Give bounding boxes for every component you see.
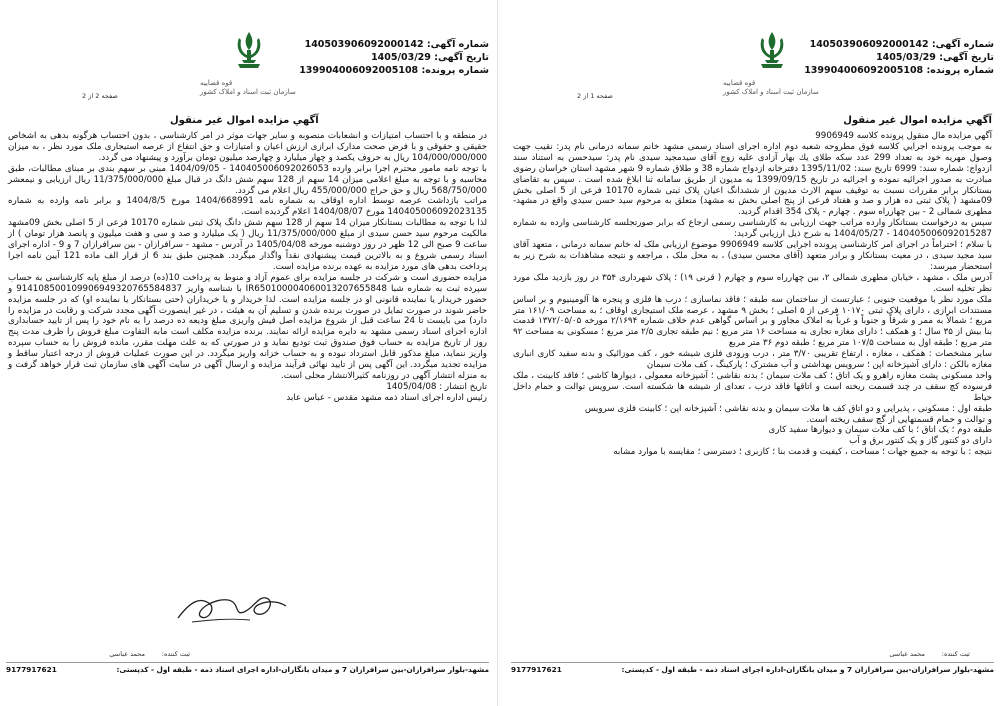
page-footer xyxy=(511,665,994,674)
paragraph: طبقه اول : مسکونی ، پذیرایی و دو اتاق کف ها ملات سیمان و بدنه نقاشی ؛ آشپزخانه اپن ؛ کابینت فلزی سرویس xyxy=(584,403,992,414)
recorder-name: محمد عباسی xyxy=(109,650,145,658)
page-header xyxy=(0,0,495,112)
footer-divider xyxy=(511,662,994,663)
paragraph: نتیجه : با توجه به جمیع جهات ؛ مساحت ، کیفیت و قدمت بنا ؛ کاربری ؛ دسترسی ؛ مقایسه با موارد مشابه xyxy=(613,447,992,458)
paragraph: آگهي مزايده مال منقول پرونده کلاسه 9906949 xyxy=(815,131,992,141)
organization-label: سازمان ثبت اسناد و املاک کشور xyxy=(723,88,819,96)
publish-date: تاریخ انتشار : 1405/04/08 xyxy=(386,381,487,392)
paragraph: لذا با توجه به مطالبات بستانکار میزان 14 سهم از 128 سهم شش دانگ پلاک ثبتی شماره 10170 فرعی از 5 اصلی بخش 09مشهد مالکیت مرحوم سید حسن سیدی از مبلغ 11/375/000/000 ریال ( یک میلیارد و صد و سی و هفت میلیون و پانصد هزار تومان ) از ساعت 9 صبح الی 12 ظهر در روز دوشنبه مورخه 1405/04/08 در آدرس - مشهد - سرافرازان - بین سرافرازان 7 و 9 - اداره اجرای اسناد رسمی شروع و به بالاترین قیمت پیشنهادی نقداً واگذار میگردد. همچنین طبق بند 6 از قرار الف ماده 121 آیین نامه اجرا پرداخت بدهی های مورد مزایده به عهده برنده مزایده است. xyxy=(8,218,488,272)
paragraph: مزایده حضوری است و شرکت در جلسه مزایده برای عموم آزاد و منوط به پرداخت 10(ده) درصد از مبلغ پایه کارشناسی به حساب سپرده ثبت به شماره شبا IR650100004060013207655848 با شناسه واریز 914108500109906949320765584837 و حضور خریدار یا نماینده قانونی او در جلسه مزایده است. لذا خریدار و یا خریداران (حتی بستانکار یا نماینده او) که در جلسه مزایده حاضر شوند در صورت تمایل در صورت برنده شدن و تسلیم آن به هیئت ، در غیر اینصورت آگهی مجدد شرکت و رقابت در مزایده را دارد) می بایست تا 24 ساعت قبل از شروع مزایده اصل فیش واریزی مبلغ ودیعه ده درصد را به نام خود را پس از تایید حسابداری اداره اجرای اسناد رسمی مشهد به دایره مزایده ارائه نمایند. برنده مزایده مکلف است مابه التفاوت مبلغ فروش را ظرف مدت پنج روز از تاریخ مزایده به حساب فوق صندوق ثبت تودیع نماید و در صورتی که به علت مهلت مقرر، مانده فروش را به حساب سپرده واریز ننماید، مبلغ مذکور قابل استرداد نبوده و به حساب خزانه واریز میگردد. در این صورت عملیات فروش از درجه اعتبار ساقط و مزایده تجدید میگردد. این آگهی پس از تایید نهائی فرآیند مزایده و ارسال آگهی در سایت آگهی های سازمان ثبت قرار خواهد گرفت و به منزله انتشار آگهی در روزنامه کثیرالانتشار محلی است. xyxy=(8,272,487,381)
page-footer xyxy=(6,665,489,674)
footer-postal-code: 9177917621 xyxy=(511,665,562,674)
judiciary-emblem-icon xyxy=(230,28,268,74)
file-number: شماره پرونده: 139904006092005108 xyxy=(299,65,489,76)
footer-divider xyxy=(6,662,489,663)
notice-number: شماره آگهی: 140503906092000142 xyxy=(809,39,994,50)
paragraph: ملک مورد نظر با موقعیت جنوبی ؛ عبارتست از ساختمان سه طبقه ؛ فاقد نماسازی ؛ درب ها فلزی و پنجره ها آلومینیوم و بر اساس مستندات ابرازی ، دارای پلاک ثبتی ۱۰۱۷۰ فرعی از ۵ اصلی ؛ بخش ۹ مشهد ، عرصه ملک استیجاری اوقاف ؛ به مساحت ۱۶۱/۰۹ متر مربع ؛ شمالاً به ممر و شرقاً و جنوباً و غرباً به املاک مجاور و بر اساس گواهی عدم خلاف شماره ۲/۱۶۹۴ مورخه ۱۳۷۲/۰۵/۰۵ قدمت بنا بیش از ۳۵ سال ؛ و همکف ؛ دارای مغازه تجاری به مساحت ۱۶ متر مربع ؛ نیم طبقه تجاری ۲/۵ متر مربع ؛ مسکونی به مساحت ۹۲ متر مربع ؛ طبقه اول به مساحت ۱۰۷/۵ متر مربع ؛ طبقه دوم ۳۶ متر مربع xyxy=(513,294,992,349)
signatory-line: رئیس اداره اجرای اسناد ذمه مشهد مقدس - عباس عابد xyxy=(286,392,487,403)
paragraph: و توالت و حمام قسمتهایی از گچ سقف ریخته است. xyxy=(806,414,992,425)
notice-title: آگهي مزايده اموال غير منقول xyxy=(843,115,992,126)
paragraph: به موجب پرونده اجرايي کلاسه فوق مطروحه شعبه دوم اداره اجرای اسناد رسمی مشهد خانم سمانه درمانی نام پدر: نقیب جهت وصول مهریه خود به تعداد 299 عدد سکه طلای یك بهار آزادی علیه زوج آقای سیدمجید سیدی نام پدر: سیدحسن به استناد سند ازدواج: شماره سند: 6999 تاریخ سند: 1395/11/02 دفترخانه ازدواج شماره 38 و طلاق شماره 9 شهر مشهد استان خراسان رضوی مبادرت به صدور اجرائیه نموده و اجرائیه در تاریخ 1399/09/15 به مدیون از طریق سامانه ثنا ابلاغ شده است . سپس به تقاضای بستانکار برابر مقررات نسبت به توقیف سهم الارث مدیون از ششدانگ اعیان پلاک ثبتی شماره 10170 فرعی از 5 اصلی بخش 09مشهد ( پلاک ثبتی ده هزار و صد و هفتاد فرعی از پنج اصلی بخش نه مشهد) متعلق به مرحوم سید حسن سیدي واقع در مشهد-مطهری شمالی 2 - بین چهارراه سوم . چهارم - پلاک 354 اقدام گردید. xyxy=(513,141,993,218)
paragraph: با توجه نامه مامور محترم اجرا برابر وارده 140405006092026053 - 1404/09/05 مبنی بر سهم بندی بر مبنای مطالبات، طبق محاسبه و با توجه به مبلغ اعلامی میزان 14 سهم از 128 سهم شش دانگ در قبال مبلغ 11/375/000/000 ریال ارزیابی و نیمعشر 568/750/000 ریال و حق حراج 455/000/000 ریال اعلام می گردد. xyxy=(8,163,487,196)
notice-body xyxy=(8,131,487,404)
paragraph: دارای دو کنتور گاز و یک کنتور برق و آب xyxy=(849,436,992,447)
paragraph: واحد مسکونی پشت مغازه راهرو و یک اتاق ؛ کف ملات سیمان ؛ بدنه نقاشی ؛ آشپزخانه معمولی ، دیوارها کاشی ؛ فاقد کابینت ، ملک فرسوده کچ سقف در چند قسمت ریخته است و اتاقها فاقد درب ، تعدای از شیشه ها شکسته است. سرویس توالت و حمام داخل حیاط xyxy=(513,370,992,403)
notice-date: تاریخ آگهی: 1405/03/29 xyxy=(371,52,489,63)
footer-postal-code: 9177917621 xyxy=(6,665,57,674)
paragraph: با سلام ؛ احتراماً در اجرای امر کارشناسی پرونده اجرایی کلاسه 9906949 موضوع ارزیابی ملک له خانم سمانه درمانی ، متعهد آقای سید مجید سیدی ، در معیت بستانکار و برادر متعهد (آقای محسن سیدی) ، به محل ملک ، مراجعه و نتیجه مشاهدات به شرح زیر به استحضار میرسد: xyxy=(513,240,992,272)
judiciary-label: قوه قضاییه xyxy=(723,79,756,87)
notice-title: آگهي مزايده اموال غير منقول xyxy=(170,115,319,126)
paragraph: مراتب بازداشت عرصه توسط اداره اوقاف به شماره نامه 1404/668991 مورخ 1404/8/5 و برابر نامه وارده به شماره 140405006092023135 مورخ 1404/08/07 اعلام گردیده است. xyxy=(8,196,487,218)
page-1-sheet xyxy=(505,0,1000,706)
paragraph: طبقه دوم ؛ یک اتاق ؛ با کف ملات سیمان و دیوارها سفید کاری xyxy=(768,425,992,436)
page-header xyxy=(505,0,1000,112)
footer-address: مشهد-بلوار سرافرازان-بین سرافرازان 7 و میدان بانگاران-اداره اجرای اسناد ذمه - طبقه اول - کدپستی: xyxy=(621,665,994,674)
recorder-label: ثبت کننده: xyxy=(941,650,970,658)
notice-date: تاریخ آگهی: 1405/03/29 xyxy=(876,52,994,63)
file-number: شماره پرونده: 139904006092005108 xyxy=(804,65,994,76)
organization-label: سازمان ثبت اسناد و املاک کشور xyxy=(200,88,296,96)
page-number: صفحه 1 از 2 xyxy=(577,92,613,100)
notice-number: شماره آگهی: 140503906092000142 xyxy=(304,39,489,50)
notice-meta xyxy=(804,38,994,77)
page-divider xyxy=(497,0,498,706)
notice-body xyxy=(513,131,992,458)
handwritten-signature xyxy=(170,582,290,632)
judiciary-emblem-icon xyxy=(753,28,791,74)
notice-meta xyxy=(299,38,489,77)
page-number: صفحه 2 از 2 xyxy=(82,92,118,100)
paragraph: در منطقه و با احتساب امتیازات و انشعابات منصوبه و سایر جهات موثر در امر کارشناسی ، بدون احتساب هرگونه بدهی به اشخاص حقیقی و حقوقی و با فرض صحت مدارک ابرازی ارزش اعیان و امتیازات و حق انتفاع از عرصه استیجاری ملک مورد نظر ، به میزان 104/000/000/000 ریال به حروف یکصد و چهار میلیارد و چهارصد میلیون تومان برآورد و پیشنهاد می گردد. xyxy=(8,131,487,163)
footer-address: مشهد-بلوار سرافرازان-بین سرافرازان 7 و میدان بانگاران-اداره اجرای اسناد ذمه - طبقه اول - کدپستی: xyxy=(116,665,489,674)
page-2-sheet xyxy=(0,0,495,706)
recorder-name: محمد عباسی xyxy=(889,650,925,658)
paragraph: سایر مشخصات : همکف ، مغازه ، ارتفاع تقریبی ۳/۷۰ متر ، درب ورودی فلزی شیشه خور ، کف موزائیک و بدنه سفید کاری انباری مغازه بالکن : دارای آشپزخانه اپن ؛ سرویس بهداشتی و آب مشترک ؛ پارکینگ ، کف ملات سیمان xyxy=(513,349,992,371)
judiciary-label: قوه قضاییه xyxy=(200,79,233,87)
recorder-label: ثبت کننده: xyxy=(161,650,190,658)
paragraph: آدرس ملک ، مشهد ، خیابان مطهری شمالی ۲، بین چهارراه سوم و چهارم ( قرنی ۱۹) ؛ پلاک شهرداری ۳۵۴ در روز بازدید ملک مورد نظر تخلیه است. xyxy=(513,272,993,294)
paragraph: سپس به درخواست بستانکار وارده مراتب جهت ارزیابی به کارشناسی رسمی ارجاع که برابر صورتجلسه کارشناسی وارده به شماره 140405006092015287 - 1404/05/27 به شرح ذیل ارزیابی گردید: xyxy=(513,218,992,240)
